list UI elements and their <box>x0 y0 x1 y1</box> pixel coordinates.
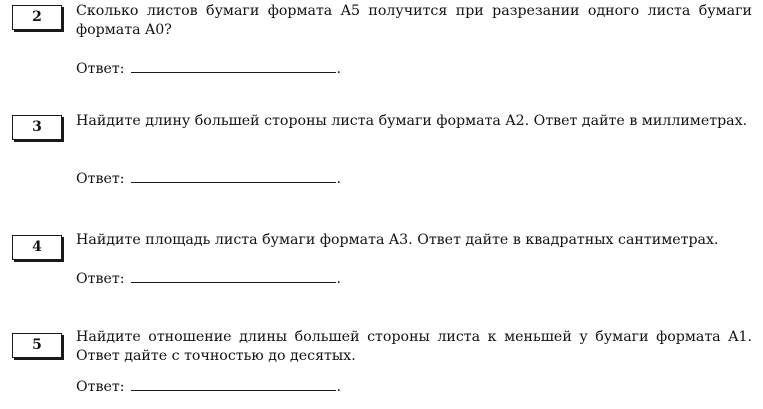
answer-label: Ответ: <box>76 379 125 395</box>
task-number: 5 <box>32 337 42 353</box>
answer-field[interactable] <box>131 268 336 283</box>
task-number-box <box>12 5 62 30</box>
answer-field[interactable] <box>131 58 336 73</box>
answer-end: . <box>336 379 342 395</box>
answer-end: . <box>336 271 342 287</box>
task-number: 4 <box>32 239 42 255</box>
task-question: Сколько листов бумаги формата A5 получится при разрезании одного листа бумаги формата A0? <box>76 3 752 38</box>
task-number: 3 <box>32 119 42 135</box>
answer-field[interactable] <box>131 376 336 391</box>
task-question: Найдите отношение длины большей стороны листа к меньшей у бумаги формата A1. Ответ дайте с точностью до десятых. <box>76 329 752 364</box>
answer-row <box>76 376 341 396</box>
answer-label: Ответ: <box>76 171 125 187</box>
answer-field[interactable] <box>131 168 336 183</box>
answer-row <box>76 58 341 78</box>
answer-label: Ответ: <box>76 61 125 77</box>
task-number-box <box>12 333 62 358</box>
task-number-box <box>12 115 62 140</box>
answer-end: . <box>336 61 342 77</box>
task-number-box <box>12 235 62 260</box>
answer-row <box>76 168 341 188</box>
answer-end: . <box>336 171 342 187</box>
task-number: 2 <box>32 9 42 25</box>
answer-label: Ответ: <box>76 271 125 287</box>
task-question: Найдите длину большей стороны листа бумаги формата A2. Ответ дайте в миллиметрах. <box>76 113 748 129</box>
task-question: Найдите площадь листа бумаги формата A3. Ответ дайте в квадратных сантиметрах. <box>76 232 719 248</box>
answer-row <box>76 268 341 288</box>
